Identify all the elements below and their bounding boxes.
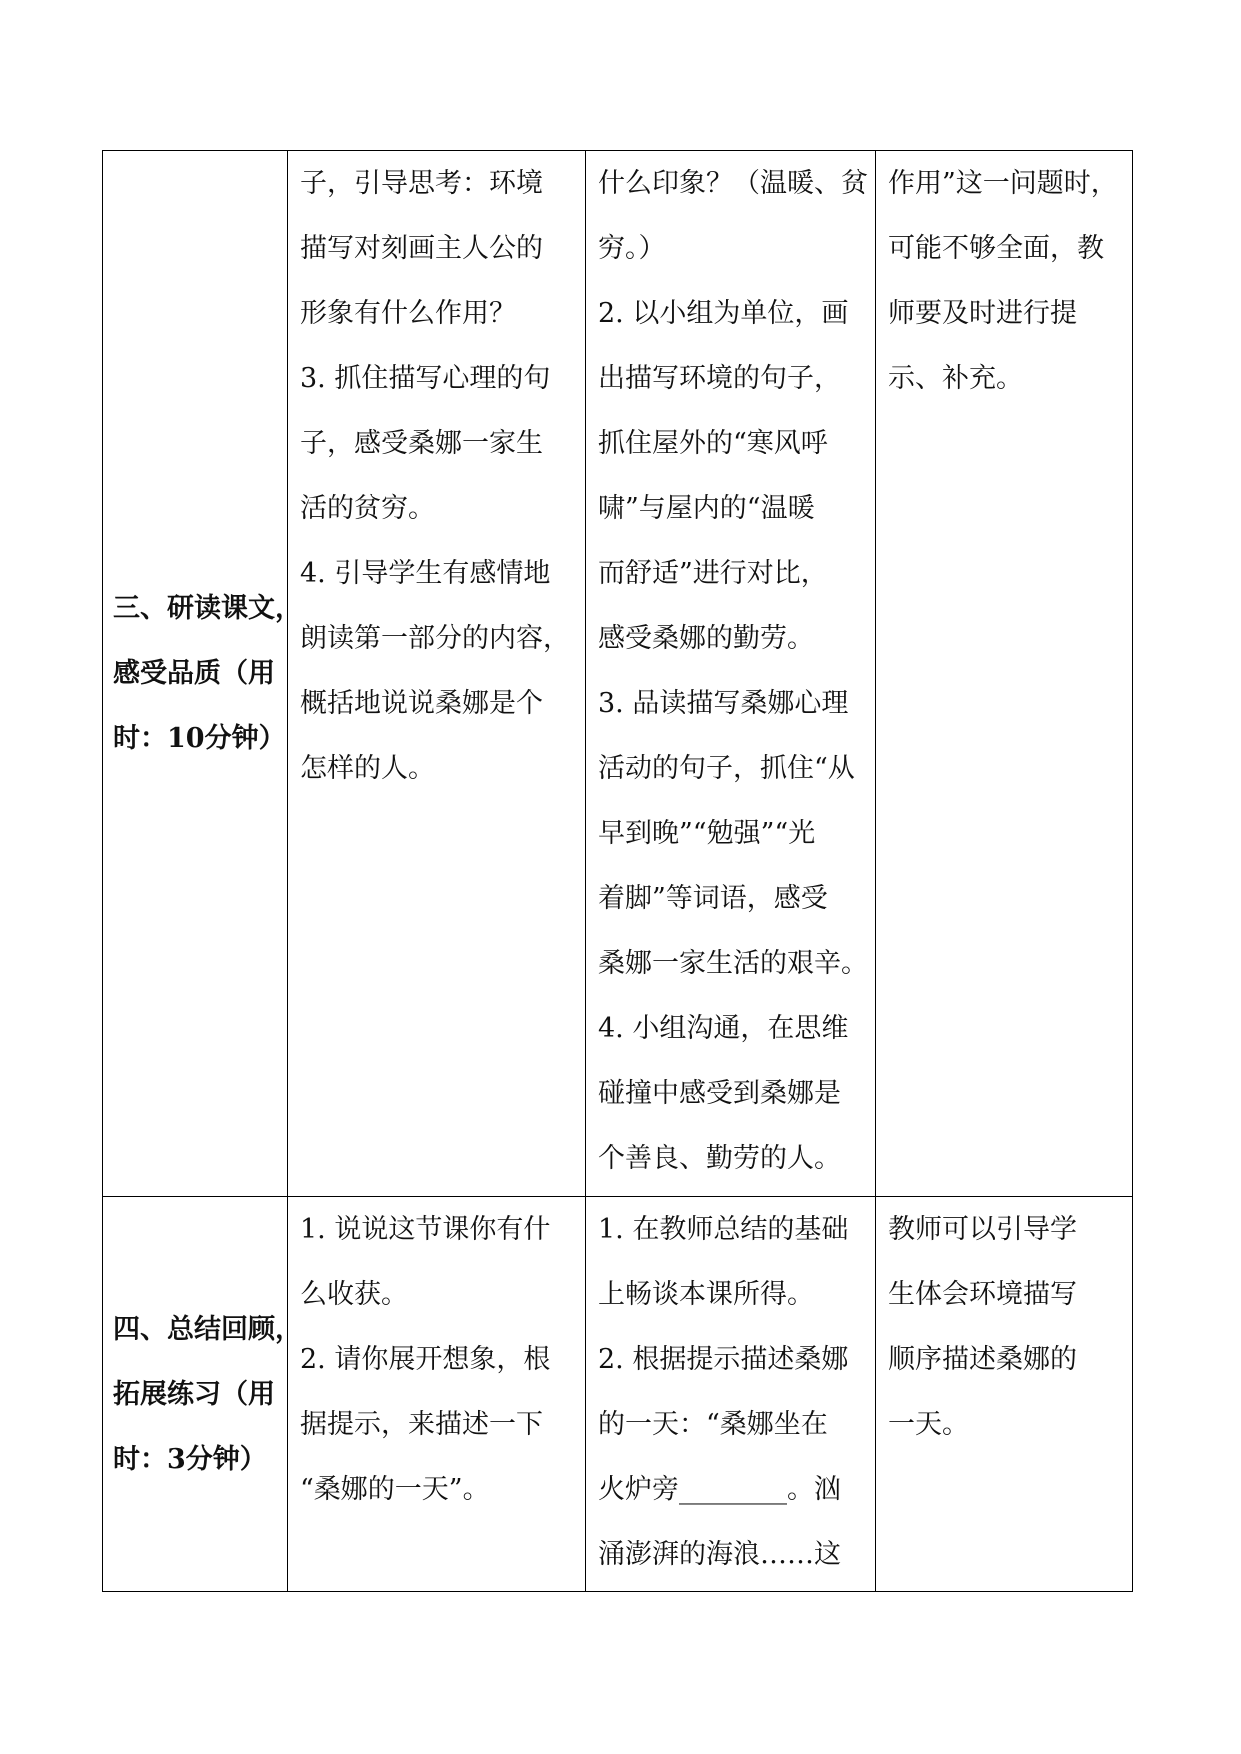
text-line: 子，引导思考：环境 bbox=[300, 168, 543, 199]
text-line: 2. 根据提示描述桑娜 bbox=[598, 1344, 849, 1375]
text-line: 桑娜一家生活的艰辛。 bbox=[598, 948, 868, 979]
text-line: 2. 以小组为单位，画 bbox=[598, 298, 849, 329]
text-line: 2. 请你展开想象，根 bbox=[300, 1344, 551, 1375]
text-line: 师要及时进行提 bbox=[888, 298, 1077, 329]
text-line: 么收获。 bbox=[300, 1279, 408, 1310]
text-line: 教师可以引导学 bbox=[888, 1214, 1077, 1245]
design-note-cell bbox=[876, 151, 1133, 1197]
stage-line: 拓展练习（用 bbox=[113, 1378, 275, 1410]
lesson-plan-table bbox=[102, 150, 1133, 1592]
text-line: 而舒适”进行对比， bbox=[598, 558, 828, 589]
text-line: 活的贫穷。 bbox=[300, 493, 435, 524]
table-row bbox=[103, 151, 1133, 1197]
text-line: 一天。 bbox=[888, 1409, 969, 1440]
text-line: 啸”与屋内的“温暖 bbox=[598, 493, 815, 524]
text-line: 早到晚”“勉强”“光 bbox=[598, 818, 816, 849]
text-line: 3. 品读描写桑娜心理 bbox=[598, 688, 849, 719]
stage-cell bbox=[103, 151, 302, 1197]
text-line: 抓住屋外的“寒风呼 bbox=[598, 428, 828, 459]
text-line: 火炉旁________。汹 bbox=[598, 1474, 841, 1505]
text-line: 上畅谈本课所得。 bbox=[598, 1279, 814, 1310]
text-line: 3. 抓住描写心理的句 bbox=[300, 363, 551, 394]
text-line: 着脚”等词语，感受 bbox=[598, 883, 828, 914]
text-line: 4. 引导学生有感情地 bbox=[300, 558, 551, 589]
stage-line: 四、总结回顾， bbox=[113, 1313, 302, 1345]
text-line: 4. 小组沟通，在思维 bbox=[598, 1013, 849, 1044]
text-line: 什么印象？（温暖、贫 bbox=[598, 168, 868, 199]
stage-line: 时：10分钟） bbox=[113, 723, 286, 754]
text-line: 据提示，来描述一下 bbox=[300, 1409, 543, 1440]
text-line: 碰撞中感受到桑娜是 bbox=[598, 1078, 841, 1109]
text-line: 出描写环境的句子， bbox=[598, 363, 841, 394]
design-note-cell bbox=[876, 1197, 1133, 1592]
stage-line: 感受品质（用 bbox=[113, 658, 275, 689]
text-line: 活动的句子，抓住“从 bbox=[598, 753, 855, 784]
text-line: 可能不够全面，教 bbox=[888, 233, 1104, 264]
text-line: 的一天：“桑娜坐在 bbox=[598, 1409, 828, 1440]
text-line: 1. 在教师总结的基础 bbox=[598, 1214, 849, 1245]
text-line: 顺序描述桑娜的 bbox=[888, 1344, 1077, 1375]
text-line: 示、补充。 bbox=[888, 363, 1023, 394]
text-line: 生体会环境描写 bbox=[888, 1279, 1077, 1310]
text-line: 个善良、勤劳的人。 bbox=[598, 1143, 841, 1174]
text-line: 形象有什么作用？ bbox=[300, 298, 516, 329]
stage-line: 时：3分钟） bbox=[113, 1443, 267, 1475]
text-line: 涌澎湃的海浪……这 bbox=[598, 1539, 841, 1570]
stage-cell bbox=[103, 1197, 302, 1592]
text-line: 朗读第一部分的内容， bbox=[300, 623, 570, 654]
text-line: 描写对刻画主人公的 bbox=[300, 233, 543, 264]
text-line: 怎样的人。 bbox=[300, 753, 435, 784]
text-line: “桑娜的一天”。 bbox=[300, 1474, 490, 1505]
text-line: 子，感受桑娜一家生 bbox=[300, 428, 543, 459]
text-line: 概括地说说桑娜是个 bbox=[300, 688, 543, 719]
text-line: 1. 说说这节课你有什 bbox=[300, 1214, 551, 1245]
table-row bbox=[103, 1197, 1133, 1592]
teacher-activity-cell bbox=[288, 1197, 586, 1592]
text-line: 穷。） bbox=[598, 233, 666, 264]
student-activity-cell bbox=[586, 151, 876, 1197]
student-activity-cell bbox=[586, 1197, 876, 1592]
stage-line: 三、研读课文， bbox=[113, 593, 302, 624]
teacher-activity-cell bbox=[288, 151, 586, 1197]
text-line: 感受桑娜的勤劳。 bbox=[598, 623, 814, 654]
text-line: 作用”这一问题时， bbox=[888, 168, 1118, 199]
